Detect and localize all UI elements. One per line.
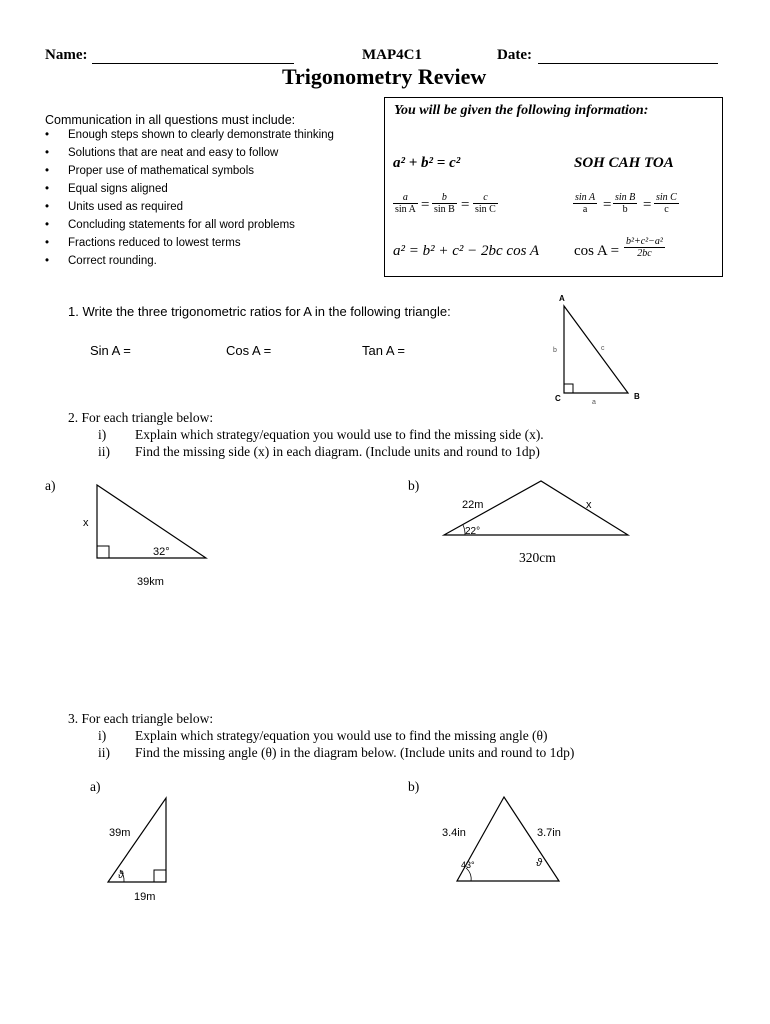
vertex-c-label: C (555, 394, 561, 403)
cosine-angle-fraction: $\frac{\text{b²+c²−a²}}{2bc}$ (626, 236, 663, 259)
q2a-triangle-diagram (75, 475, 220, 595)
q3a-triangle-diagram (100, 790, 200, 915)
side-left-label: 22m (462, 499, 484, 511)
q3-part-ii-number: ii) (98, 745, 110, 760)
cosine-angle-lhs: cos A = (574, 243, 620, 259)
list-item: • (45, 165, 50, 177)
q2-part-i-text: Explain which strategy/equation you would use to find the missing side (x). (135, 427, 544, 442)
theta-label: ϑ (118, 870, 124, 881)
sine-law-fraction: $\frac{\text{sin A}}{a}$ (575, 192, 596, 215)
list-item: • (45, 219, 50, 231)
base-label: 39km (137, 576, 164, 588)
right-angle-marker (154, 870, 166, 882)
q2-part-ii-text: Find the missing side (x) in each diagram. (Include units and round to 1dp) (135, 444, 540, 459)
right-angle-marker (97, 546, 109, 558)
list-item-text: Concluding statements for all word problems (68, 219, 295, 231)
course-code: MAP4C1 (362, 47, 422, 63)
angle-label: 32° (153, 546, 170, 558)
q2-part-b-label: b) (408, 478, 420, 493)
side-x-label: x (83, 517, 89, 529)
hypotenuse-label: 39m (109, 827, 131, 839)
q3-part-i-number: i) (98, 728, 107, 743)
list-item: • (45, 129, 50, 141)
list-item: • (45, 201, 50, 213)
triangle-outline (564, 306, 628, 393)
list-item-text: Proper use of mathematical symbols (68, 165, 254, 177)
triangle-outline (97, 485, 206, 558)
name-label: Name: (45, 47, 88, 63)
list-item-text: Solutions that are neat and easy to follow (68, 147, 279, 159)
triangle-outline (108, 798, 166, 882)
sin-a-prompt: Sin A = (90, 343, 131, 358)
sine-law-fraction: $\frac{a}{\text{sin A}}$ (395, 192, 416, 215)
q2-part-i-number: i) (98, 427, 107, 442)
question-2-text: 2. For each triangle below: (68, 410, 214, 425)
q3-part-a-label: a) (90, 779, 101, 794)
list-item-text: Units used as required (68, 201, 184, 213)
side-a-label: a (592, 399, 596, 406)
right-angle-marker (564, 384, 573, 393)
vertex-a-label: A (559, 294, 565, 303)
q2-part-a-label: a) (45, 478, 56, 493)
list-item-text: Enough steps shown to clearly demonstrate thinking (68, 129, 334, 141)
name-field-line[interactable] (92, 63, 294, 64)
list-item: • (45, 147, 50, 159)
equals-sign: = (642, 197, 653, 213)
equals-sign: = (602, 197, 613, 213)
list-item-text: Correct rounding. (68, 255, 157, 267)
q2-part-ii-number: ii) (98, 444, 110, 459)
soh-cah-toa: SOH CAH TOA (574, 155, 674, 171)
side-b-label: b (553, 347, 557, 354)
formula-box-heading: You will be given the following information: (394, 103, 649, 118)
equals-sign: = (420, 197, 431, 213)
list-item-text: Equal signs aligned (68, 183, 168, 195)
q3-part-ii-text: Find the missing angle (θ) in the diagram below. (Include units and round to 1dp) (135, 745, 575, 760)
date-label: Date: (497, 47, 532, 63)
q2b-base-label: 320cm (519, 550, 556, 565)
tan-a-prompt: Tan A = (362, 343, 406, 358)
q3-part-b-label: b) (408, 779, 420, 794)
angle-label: 43° (461, 860, 475, 870)
page-title: Trigonometry Review (282, 64, 487, 89)
side-c-label: c (601, 345, 605, 352)
sine-law-fraction: $\frac{b}{\text{sin B}}$ (434, 192, 455, 215)
vertex-b-label: B (634, 392, 640, 401)
side-right-label: 3.7in (537, 827, 561, 839)
theta-label: ϑ (536, 857, 543, 869)
list-item: • (45, 183, 50, 195)
list-item: • (45, 237, 50, 249)
sine-law-fraction: $\frac{c}{\text{sin C}}$ (475, 192, 496, 215)
question-1-text: 1. Write the three trigonometric ratios for A in the following triangle: (68, 304, 451, 319)
question-3-text: 3. For each triangle below: (68, 711, 214, 726)
list-item-text: Fractions reduced to lowest terms (68, 237, 241, 249)
sine-law-fraction: $\frac{\text{sin B}}{b}$ (615, 192, 636, 215)
list-item: • (45, 255, 50, 267)
q1-triangle-diagram (540, 290, 650, 410)
sine-law-fraction: $\frac{\text{sin C}}{c}$ (656, 192, 677, 215)
date-field-line[interactable] (538, 63, 718, 64)
q3b-triangle-diagram (435, 790, 580, 890)
side-x-label: x (586, 499, 592, 511)
side-left-label: 3.4in (442, 827, 466, 839)
equals-sign: = (460, 197, 471, 213)
communication-intro: Communication in all questions must include: (45, 113, 296, 127)
q3-part-i-text: Explain which strategy/equation you would use to find the missing angle (θ) (135, 728, 548, 743)
cosine-law-formula: a² = b² + c² − 2bc cos A (393, 243, 540, 259)
angle-label: 22° (465, 526, 481, 537)
cos-a-prompt: Cos A = (226, 343, 272, 358)
base-label: 19m (134, 891, 156, 903)
pythagorean-formula: a² + b² = c² (393, 155, 461, 171)
